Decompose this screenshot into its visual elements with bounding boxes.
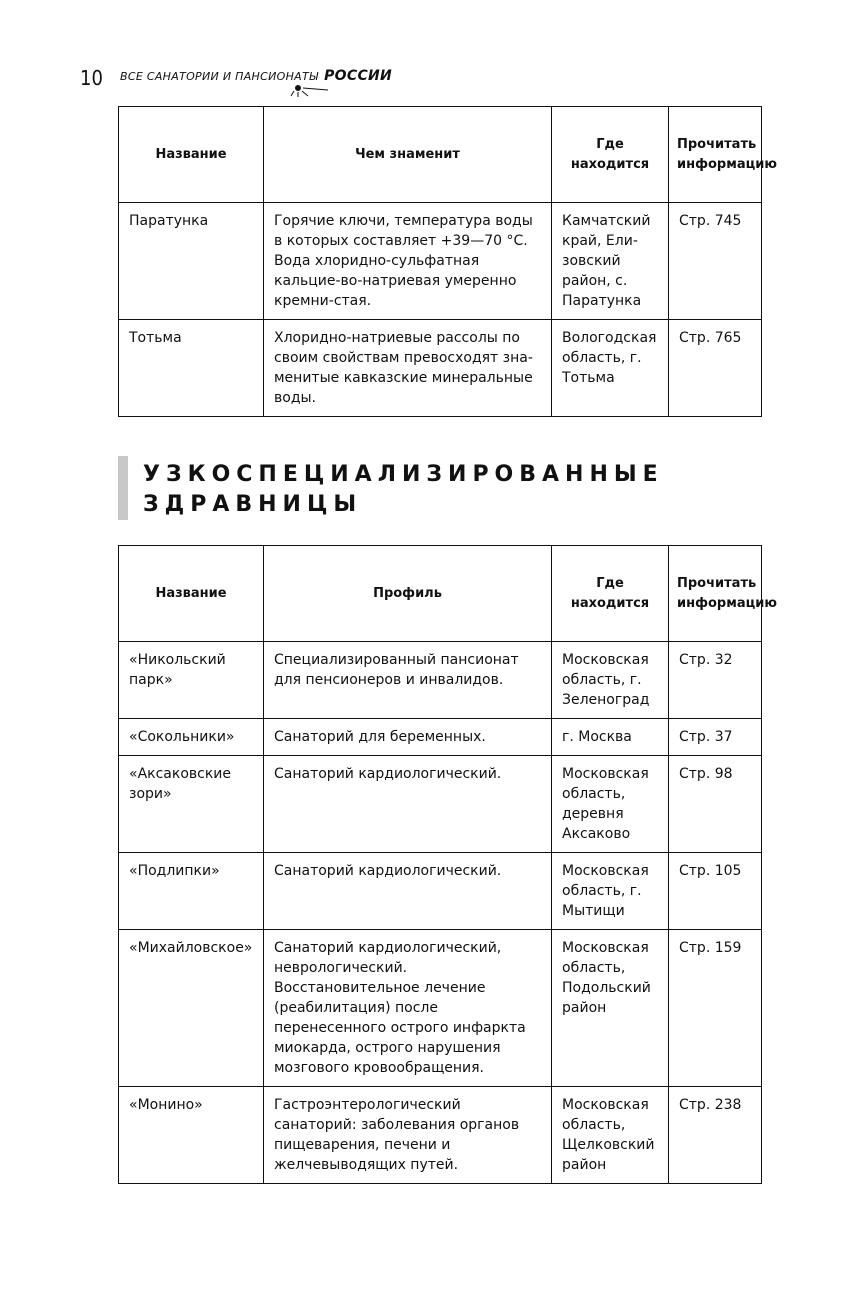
table-row bbox=[119, 719, 762, 756]
header-famous-for: Чем знаменит bbox=[264, 107, 552, 203]
table-row bbox=[119, 203, 762, 320]
cell-location: Московская область, Щелковский район bbox=[552, 1087, 669, 1184]
running-title-text: ВСЕ САНАТОРИИ И ПАНСИОНАТЫ bbox=[120, 70, 319, 83]
cell-location: Московская область, г. Зеленоград bbox=[552, 642, 669, 719]
table-row bbox=[119, 930, 762, 1087]
table-row bbox=[119, 853, 762, 930]
cell-name: «Михайловское» bbox=[119, 930, 264, 1087]
cell-name: «Монино» bbox=[119, 1087, 264, 1184]
cell-page: Стр. 98 bbox=[669, 756, 762, 853]
cell-page: Стр. 159 bbox=[669, 930, 762, 1087]
table-header-row bbox=[119, 546, 762, 642]
section-title bbox=[143, 460, 664, 520]
cell-location: Московская область, г. Мытищи bbox=[552, 853, 669, 930]
cell-name: «Аксаковские зори» bbox=[119, 756, 264, 853]
cell-name: «Никольский парк» bbox=[119, 642, 264, 719]
table-row bbox=[119, 1087, 762, 1184]
cell-desc: Санаторий кардиологический, неврологический. Восстановительное лечение (реабилитация) после перенесенного острого инфаркта миокарда, острого нарушения мозгового кровообращения. bbox=[264, 930, 552, 1087]
header-name: Название bbox=[119, 107, 264, 203]
cell-desc: Горячие ключи, температура воды в которых составляет +39—70 °С. Вода хлоридно-сульфатная кальцие-во-натриевая умеренно кремни-стая. bbox=[264, 203, 552, 320]
cell-page: Стр. 745 bbox=[669, 203, 762, 320]
table-famous-resorts bbox=[118, 106, 778, 417]
cell-location: г. Москва bbox=[552, 719, 669, 756]
running-header bbox=[80, 60, 393, 100]
header-name: Название bbox=[119, 546, 264, 642]
section-accent-bar bbox=[118, 456, 128, 520]
cell-location: Московская область, деревня Аксаково bbox=[552, 756, 669, 853]
cell-name: «Сокольники» bbox=[119, 719, 264, 756]
cell-desc: Специализированный пансионат для пенсионеров и инвалидов. bbox=[264, 642, 552, 719]
cell-location: Камчатский край, Ели-зовский район, с. Паратунка bbox=[552, 203, 669, 320]
running-title-accent: РОССИИ bbox=[324, 68, 393, 84]
header-read-info: Прочитать информацию bbox=[669, 107, 762, 203]
cell-name: Паратунка bbox=[119, 203, 264, 320]
running-title bbox=[120, 68, 392, 84]
table-specialized bbox=[118, 545, 778, 1184]
section-title-line2: ЗДРАВНИЦЫ bbox=[143, 492, 363, 517]
page-number: 10 bbox=[80, 66, 103, 90]
cell-desc: Санаторий кардиологический. bbox=[264, 756, 552, 853]
cell-page: Стр. 37 bbox=[669, 719, 762, 756]
cell-name: «Подлипки» bbox=[119, 853, 264, 930]
cell-desc: Хлоридно-натриевые рассолы по своим свойствам превосходят зна-менитые кавказские минеральные воды. bbox=[264, 320, 552, 417]
cell-page: Стр. 32 bbox=[669, 642, 762, 719]
header-location: Где находится bbox=[552, 546, 669, 642]
cell-page: Стр. 238 bbox=[669, 1087, 762, 1184]
table-row bbox=[119, 642, 762, 719]
table-row bbox=[119, 320, 762, 417]
cell-location: Московская область, Подольский район bbox=[552, 930, 669, 1087]
cell-page: Стр. 765 bbox=[669, 320, 762, 417]
header-location: Где находится bbox=[552, 107, 669, 203]
cell-desc: Санаторий для беременных. bbox=[264, 719, 552, 756]
header-profile: Профиль bbox=[264, 546, 552, 642]
table-header-row bbox=[119, 107, 762, 203]
cell-location: Вологодская область, г. Тотьма bbox=[552, 320, 669, 417]
header-read-info: Прочитать информацию bbox=[669, 546, 762, 642]
cell-desc: Гастроэнтерологический санаторий: заболевания органов пищеварения, печени и желчевыводящих путей. bbox=[264, 1087, 552, 1184]
cell-page: Стр. 105 bbox=[669, 853, 762, 930]
section-title-line1: УЗКОСПЕЦИАЛИЗИРОВАННЫЕ bbox=[143, 462, 664, 487]
table-row bbox=[119, 756, 762, 853]
cell-name: Тотьма bbox=[119, 320, 264, 417]
cell-desc: Санаторий кардиологический. bbox=[264, 853, 552, 930]
sunburst-icon bbox=[290, 84, 330, 98]
